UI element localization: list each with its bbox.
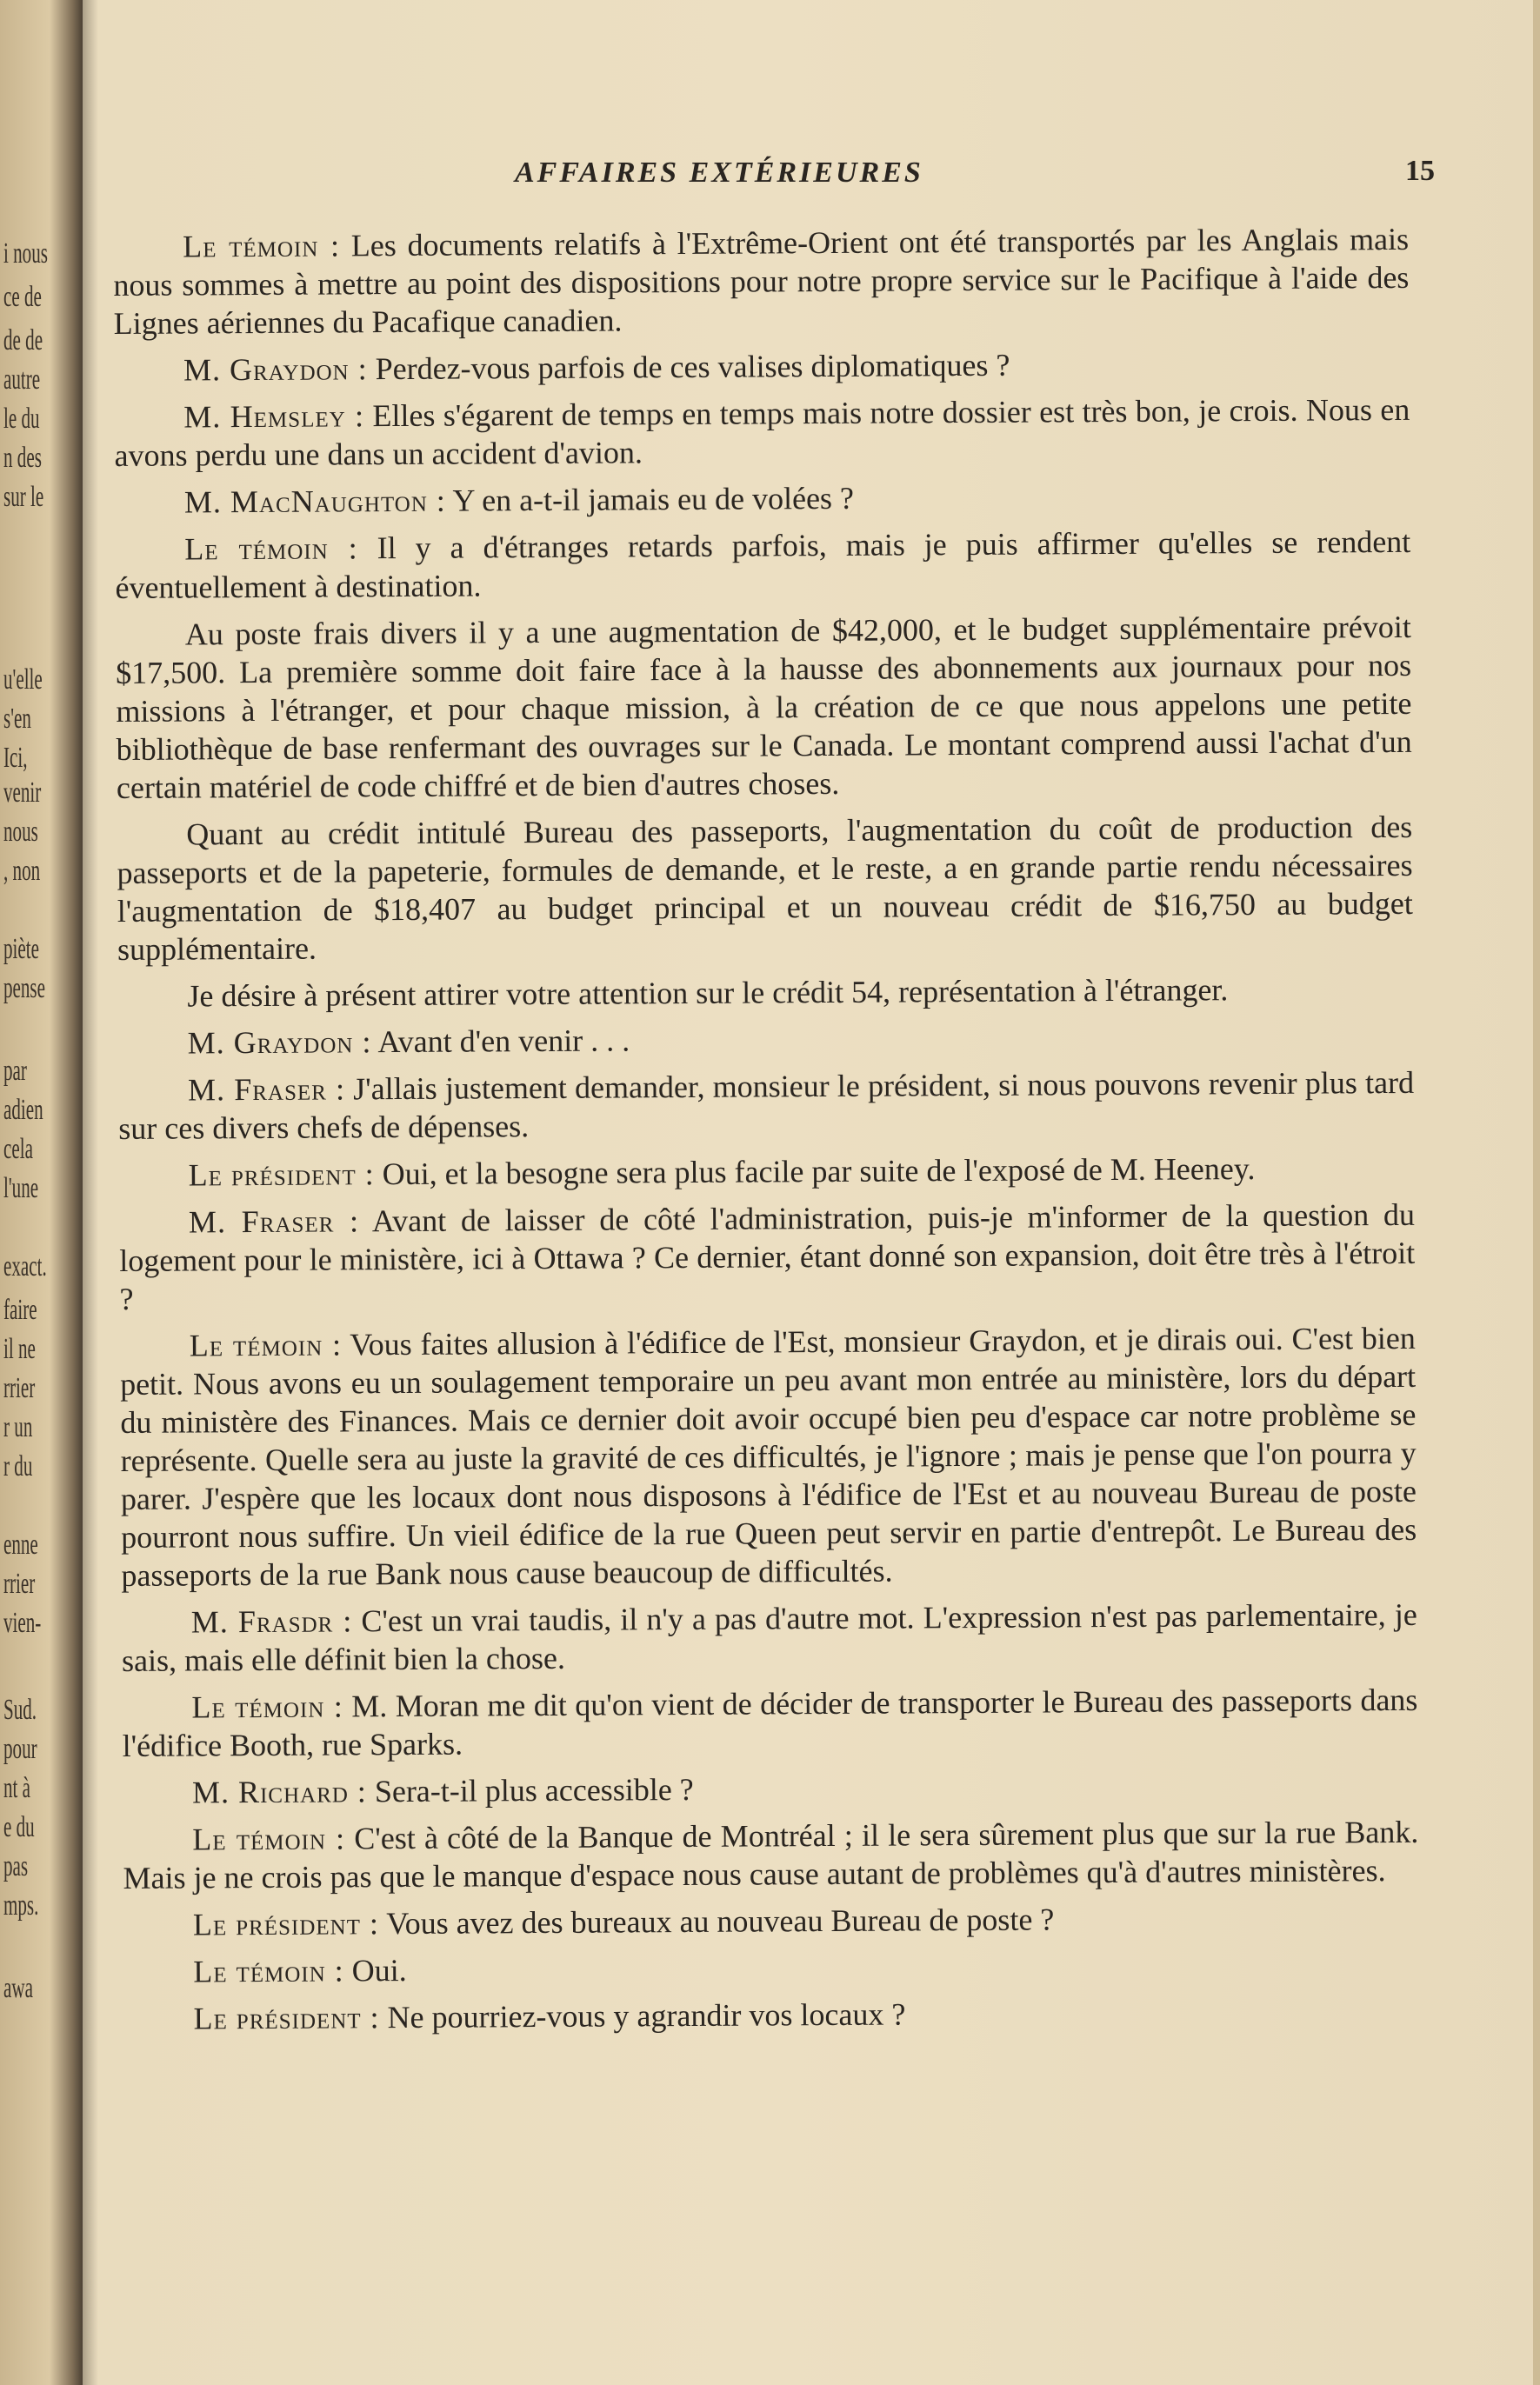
paragraph-text: Les documents relatifs à l'Extrême-Orient ont été transportés par les Anglais mais nous sommes à mettre au point des dispositions pour notre propre service sur le Pacifique à l'aide des Lignes aériennes du Pacafique canadien. <box>113 221 1410 341</box>
margin-fragment: de de <box>3 324 43 356</box>
paragraph-text: C'est à côté de la Banque de Montréal ; il le sera sûrement plus que sur la rue Bank. Mais je ne crois pas que le manque d'espace nous cause autant de problèmes qu'à d'autres ministères. <box>123 1814 1419 1895</box>
paragraph-text: Perdez-vous parfois de ces valises diplomatiques ? <box>367 347 1010 387</box>
running-head: AFFAIRES EXTÉRIEURES <box>515 157 923 189</box>
margin-fragment: pour <box>3 1733 37 1765</box>
speaker-label: Le président : <box>188 1156 375 1193</box>
gutter-shadow <box>83 0 98 2385</box>
paragraph-text: Oui, et la besogne sera plus facile par suite de l'exposé de M. Heeney. <box>374 1150 1256 1192</box>
speaker-label: M. Richard : <box>191 1774 367 1810</box>
transcript-paragraph <box>123 1945 1419 1991</box>
margin-fragment: Sud. <box>3 1694 37 1726</box>
speaker-label: Le témoin : <box>193 1953 344 1989</box>
margin-fragment: nt à <box>3 1772 31 1804</box>
paragraph-text: Ne pourriez-vous y agrandir vos locaux ? <box>379 1996 906 2035</box>
margin-fragment: adien <box>3 1094 43 1126</box>
paragraph-text: Sera-t-il plus accessible ? <box>366 1771 694 1809</box>
margin-fragment: e du <box>3 1811 35 1843</box>
transcript-paragraph <box>117 969 1413 1016</box>
transcript-paragraph <box>113 220 1410 343</box>
margin-fragment: , non <box>3 855 41 887</box>
page-number: 15 <box>1405 155 1435 187</box>
transcript-paragraph <box>115 476 1410 522</box>
speaker-label: Le témoin : <box>183 228 341 264</box>
speaker-label: M. Graydon : <box>183 351 368 388</box>
margin-fragment: awa <box>3 1972 33 2004</box>
margin-fragment: sur le <box>3 481 44 513</box>
margin-fragment: le du <box>3 403 40 435</box>
paragraph-text: Au poste frais divers il y a une augmentation de $42,000, et le budget supplémentaire prévoit $17,500. La première somme doit faire face à la hausse des abonnements aux journaux pour nos missions à l'étranger, et pour chaque mission, à la création de ce que nous appelons une petite bibliothèque de base renfermant des ouvrages sur le Canada. Le montant comprend aussi l'achat d'un certain matériel de code chiffré et de bien d'autres choses. <box>116 609 1412 805</box>
margin-fragment: pense <box>3 972 46 1004</box>
paragraph-text: Y en a-t-il jamais eu de volées ? <box>445 480 855 518</box>
paragraph-text: M. Moran me dit qu'on vient de décider de transporter le Bureau des passeports dans l'édifice Booth, rue Sparks. <box>122 1682 1418 1763</box>
speaker-label: M. Frasdr : <box>190 1603 353 1640</box>
transcript-paragraph <box>116 608 1412 807</box>
speaker-label: Le témoin : <box>191 1689 343 1725</box>
margin-fragment: rrier <box>3 1568 36 1600</box>
paragraph-text: Quant au crédit intitulé Bureau des passeports, l'augmentation du coût de production des passeports et de la papeterie, formules de demande, et le reste, a en grande partie rendu nécessaires l'augmentation de $18,407 au budget principal et un nouveau crédit de $16,750 au budget supplémentaire. <box>117 809 1413 967</box>
margin-fragment: i nous <box>3 237 48 270</box>
paragraph-text: Elles s'égarent de temps en temps mais notre dossier est très bon, je crois. Nous en avons perdu une dans un accident d'avion. <box>114 391 1410 473</box>
transcript-paragraph <box>115 523 1411 607</box>
speaker-label: M. Graydon : <box>187 1024 372 1061</box>
margin-fragment: cela <box>3 1133 33 1165</box>
transcript-paragraph <box>117 808 1413 969</box>
margin-fragment: faire <box>3 1294 37 1326</box>
margin-fragment: piète <box>3 933 39 965</box>
transcript-paragraph <box>122 1681 1418 1765</box>
margin-fragment: exact. <box>3 1250 47 1282</box>
paragraph-text: Il y a d'étranges retards parfois, mais je puis affirmer qu'elles se rendent éventuellement à destination. <box>115 523 1411 605</box>
speaker-label: Le président : <box>192 1906 380 1942</box>
margin-fragment: enne <box>3 1529 38 1561</box>
margin-fragment: pas <box>3 1850 29 1882</box>
paragraph-text: J'allais justement demander, monsieur le président, si nous pouvons revenir plus tard sur ces divers chefs de dépenses. <box>118 1064 1415 1146</box>
transcript-paragraph <box>122 1596 1418 1680</box>
transcript-body <box>113 220 1420 2047</box>
paragraph-text: Vous avez des bureaux au nouveau Bureau de poste ? <box>378 1902 1055 1942</box>
paragraph-text: Oui. <box>343 1952 407 1989</box>
paragraph-text: C'est un vrai taudis, il n'y a pas d'autre mot. L'expression n'est pas parlementaire, je sais, mais elle définit bien la chose. <box>121 1596 1417 1678</box>
paragraph-text: Vous faites allusion à l'édifice de l'Est, monsieur Graydon, et je dirais oui. C'est bien petit. Nous avons eu un soulagement temporaire un peu avant mon entrée au ministère, lors du départ du ministère des Finances. Mais ce dernier doit avoir occupé bien peu d'espace car notre problème se représente. Quelle sera au juste la gravité de ces difficultés, je l'ignore ; mais je pense que l'on pourra y parer. J'espère que les locaux dont nous disposons à l'édifice de l'Est et au nouveau Bureau de poste pourront nous suffire. Un vieil édifice de la rue Queen peut servir en partie d'entrepôt. Le Bureau des passeports de la rue Bank nous cause beaucoup de difficultés. <box>120 1320 1417 1593</box>
margin-fragment: u'elle <box>3 663 43 696</box>
margin-fragment: autre <box>3 363 41 396</box>
speaker-label: Le témoin : <box>184 530 358 567</box>
speaker-label: M. Hemsley : <box>183 398 365 435</box>
speaker-label: Le président : <box>193 2000 380 2036</box>
transcript-paragraph <box>118 1016 1414 1063</box>
margin-fragment: nous <box>3 816 38 848</box>
margin-fragment: mps. <box>3 1889 39 1922</box>
margin-fragment: rrier <box>3 1372 36 1404</box>
speaker-label: Le témoin : <box>189 1327 343 1363</box>
margin-fragment: n des <box>3 442 42 474</box>
margin-fragment: ce de <box>3 281 42 313</box>
transcript-paragraph <box>119 1196 1416 1318</box>
margin-fragment: l'une <box>3 1172 39 1204</box>
page-edge <box>1533 0 1540 2385</box>
margin-fragment: Ici, <box>3 742 28 774</box>
margin-fragment: r du <box>3 1450 33 1482</box>
margin-fragment: par <box>3 1055 27 1087</box>
transcript-paragraph <box>114 390 1410 475</box>
transcript-paragraph <box>120 1319 1417 1595</box>
paragraph-text: Avant de laisser de côté l'administration, puis-je m'informer de la question du logement pour le ministère, ici à Ottawa ? Ce dernier, étant donné son expansion, doit être très à l'étroit ? <box>119 1196 1416 1316</box>
margin-fragment: venir <box>3 776 42 809</box>
paragraph-text: Avant d'en venir . . . <box>371 1023 630 1060</box>
transcript-paragraph <box>114 343 1410 390</box>
speaker-label: M. Fraser : <box>187 1071 346 1108</box>
speaker-label: Le témoin : <box>192 1821 346 1857</box>
transcript-paragraph <box>119 1149 1415 1195</box>
margin-fragment: il ne <box>3 1333 36 1365</box>
page-header <box>113 157 1435 200</box>
margin-fragment: r un <box>3 1411 33 1443</box>
transcript-paragraph <box>123 1898 1419 1944</box>
margin-fragment: s'en <box>3 703 31 735</box>
speaker-label: M. MacNaughton : <box>183 483 446 520</box>
paragraph-text: Je désire à présent attirer votre attention sur le crédit 54, représentation à l'étranger. <box>187 972 1229 1014</box>
transcript-paragraph <box>123 1766 1418 1812</box>
speaker-label: M. Fraser : <box>188 1203 360 1240</box>
transcript-paragraph <box>123 1813 1419 1897</box>
margin-fragment: vien- <box>3 1607 42 1639</box>
transcript-paragraph <box>118 1063 1415 1148</box>
transcript-paragraph <box>123 1992 1419 2038</box>
